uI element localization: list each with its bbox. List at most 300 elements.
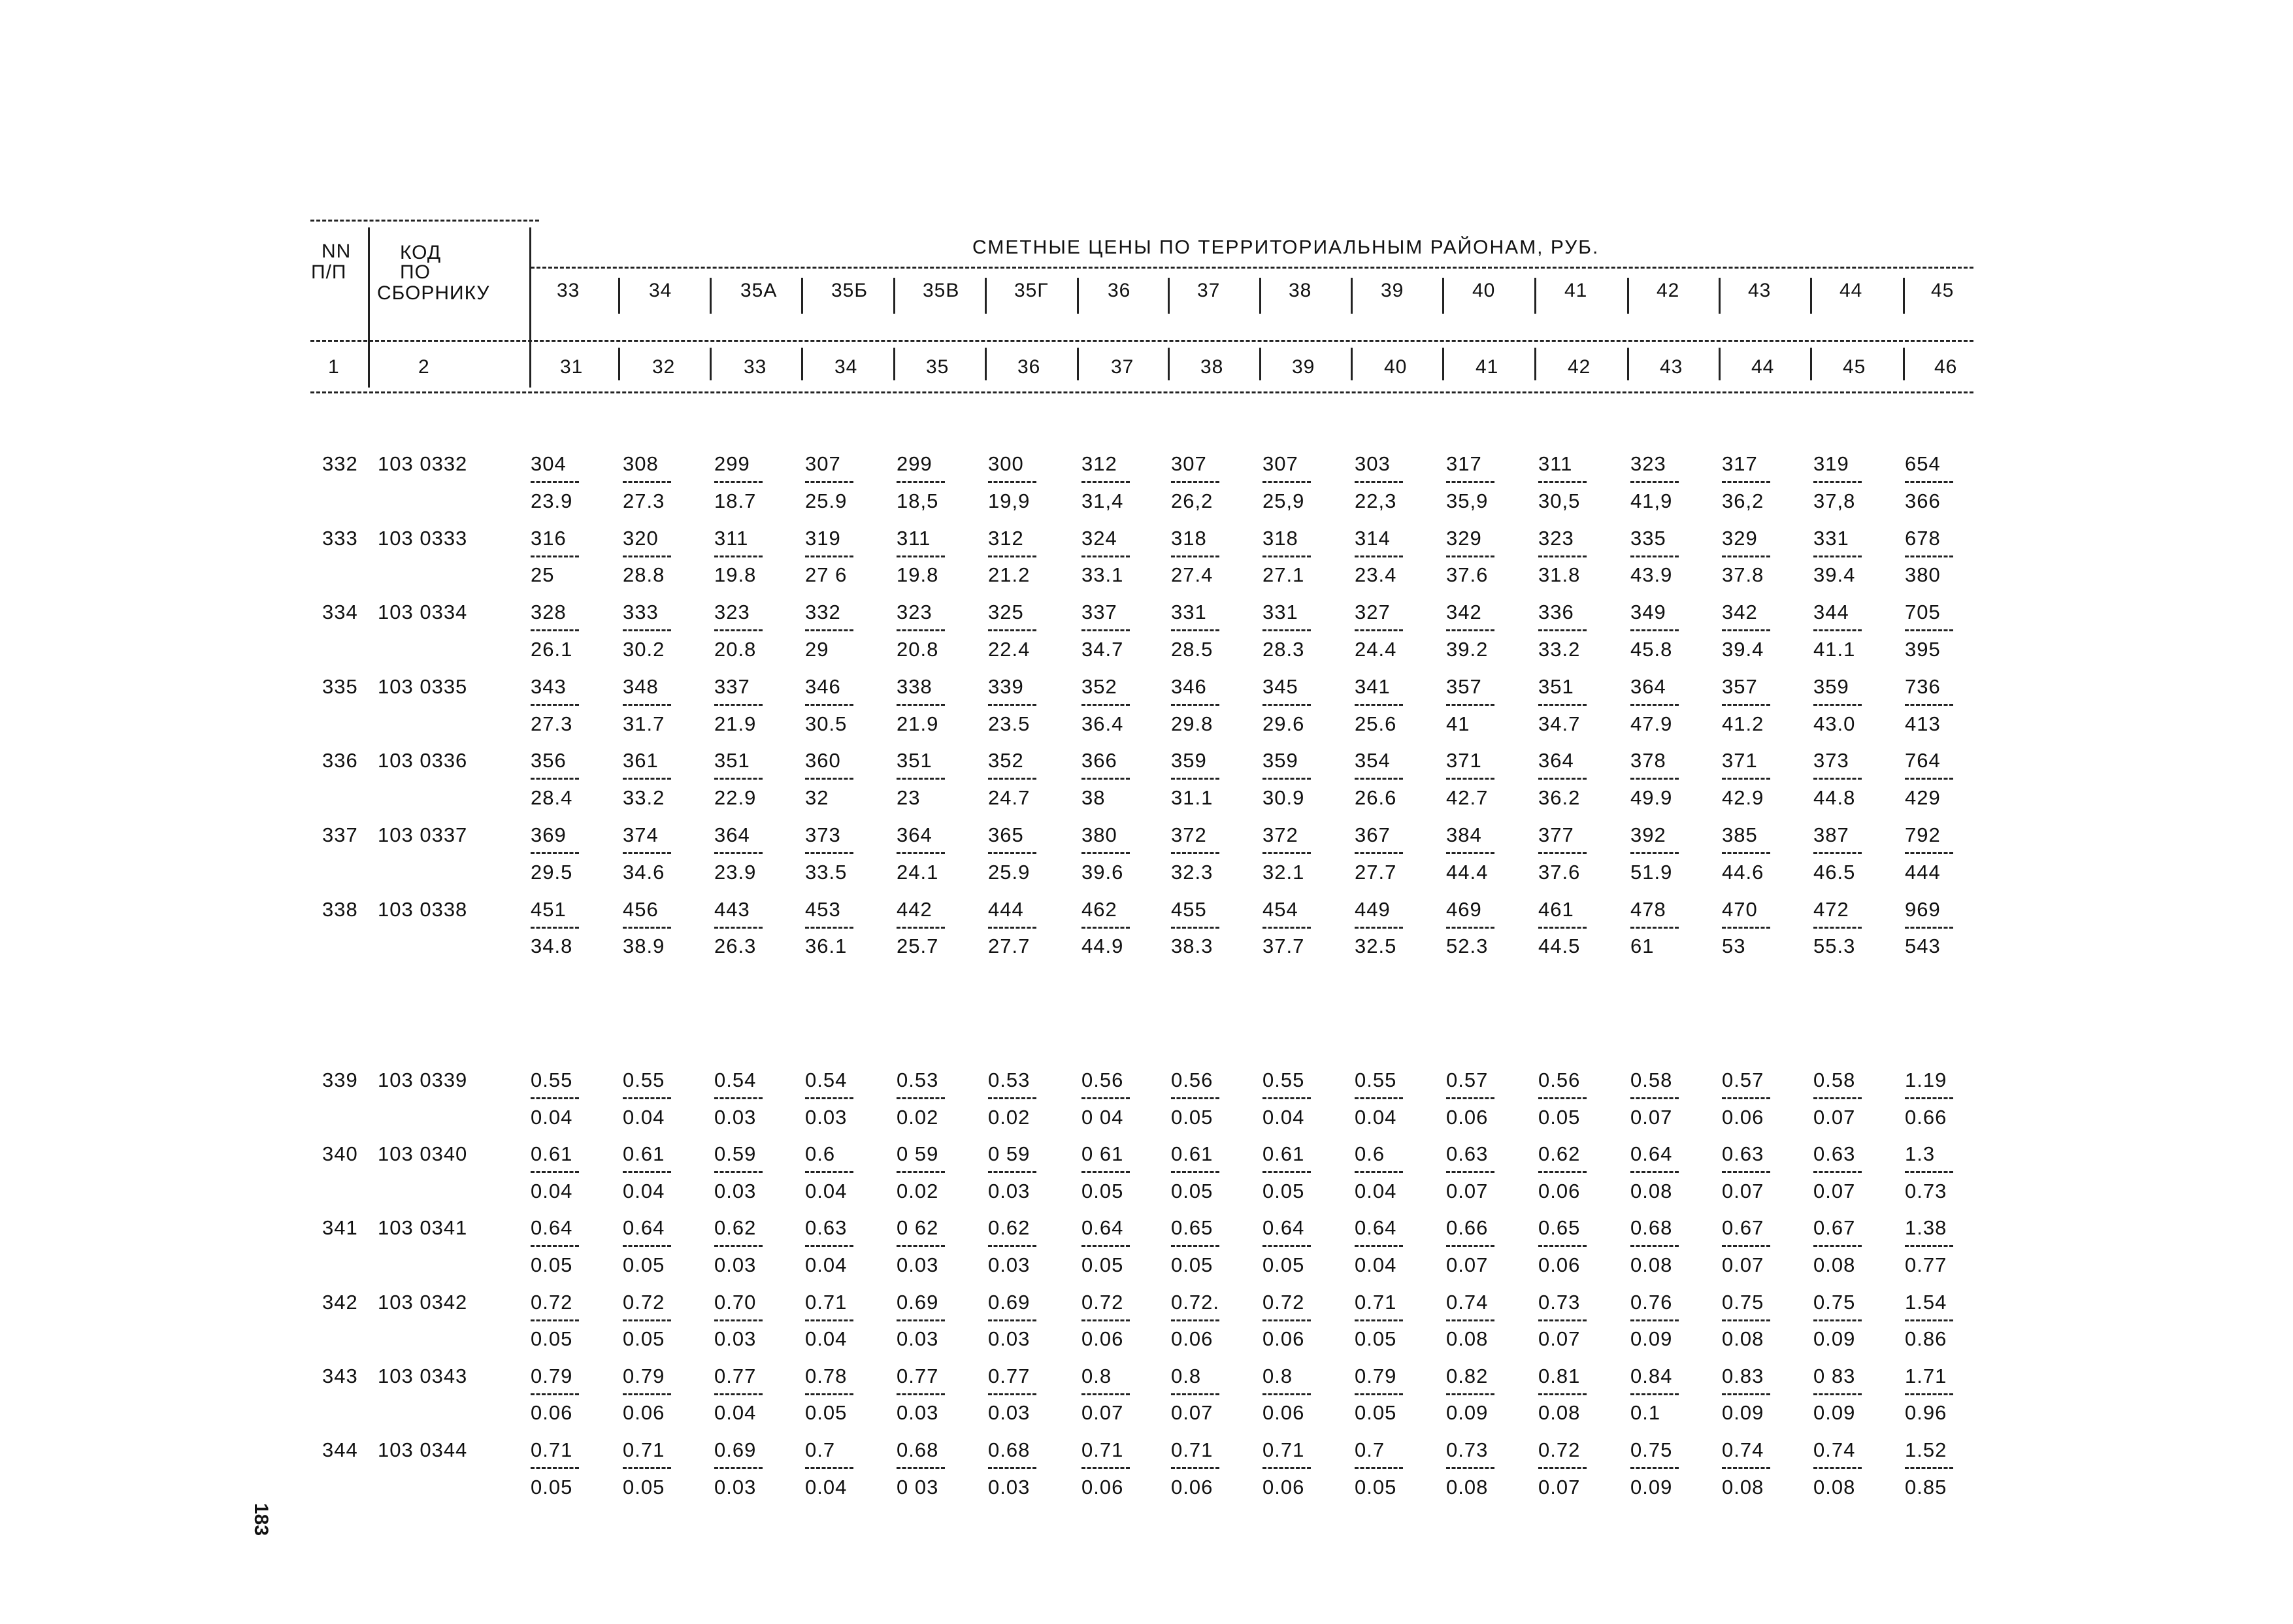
district-header-15: 45 xyxy=(1931,280,1955,301)
fraction-bar xyxy=(1722,704,1770,706)
fraction-bar xyxy=(897,481,945,483)
table-cell: 678 xyxy=(1905,526,1941,550)
row-code: 103 0334 xyxy=(378,601,468,624)
table-cell: 44.5 xyxy=(1538,935,1581,958)
table-cell: 0.08 xyxy=(1722,1327,1764,1351)
table-cell: 0.70 xyxy=(714,1290,757,1314)
table-cell: 0.77 xyxy=(1905,1253,1947,1276)
table-cell: 343 xyxy=(531,674,567,698)
table-cell: 372 xyxy=(1262,823,1298,846)
index-divider xyxy=(893,348,895,380)
table-cell: 0.06 xyxy=(1722,1105,1764,1129)
table-cell: 0.55 xyxy=(531,1069,573,1091)
table-cell: 0.03 xyxy=(805,1105,848,1129)
table-cell: 0.04 xyxy=(1355,1105,1397,1129)
table-title: СМЕТНЫЕ ЦЕНЫ ПО ТЕРРИТОРИАЛЬНЫМ РАЙОНАМ, РУБ. xyxy=(972,237,1600,258)
fraction-bar xyxy=(1538,1097,1587,1099)
fraction-bar xyxy=(1905,852,1953,854)
table-cell: 0.65 xyxy=(1171,1216,1213,1240)
district-divider xyxy=(1719,278,1721,314)
table-cell: 0.71 xyxy=(1262,1438,1305,1461)
table-cell: 332 xyxy=(805,601,841,624)
fraction-bar xyxy=(1722,1245,1770,1247)
fraction-bar xyxy=(531,1319,579,1321)
fraction-bar xyxy=(1446,555,1494,557)
table-cell: 0.8 xyxy=(1262,1364,1293,1387)
fraction-bar xyxy=(1355,1467,1403,1469)
table-cell: 0.04 xyxy=(805,1475,848,1499)
fraction-bar xyxy=(623,629,671,631)
table-cell: 61 xyxy=(1630,935,1655,958)
table-cell: 37.8 xyxy=(1722,563,1764,587)
table-cell: 371 xyxy=(1446,749,1482,772)
table-cell: 32.5 xyxy=(1355,935,1397,958)
table-cell: 331 xyxy=(1813,526,1849,550)
fraction-bar xyxy=(1630,1467,1679,1469)
table-cell: 300 xyxy=(988,452,1024,475)
table-cell: 469 xyxy=(1446,897,1482,921)
fraction-bar xyxy=(1905,1245,1953,1247)
column-index-10: 41 xyxy=(1476,356,1499,378)
table-cell: 33.1 xyxy=(1081,563,1124,587)
table-cell: 25.7 xyxy=(897,935,939,958)
index-divider xyxy=(618,348,620,380)
table-cell: 429 xyxy=(1905,786,1941,810)
fraction-bar xyxy=(1813,1245,1862,1247)
district-header-5: 35Г xyxy=(1014,280,1049,301)
table-cell: 20.8 xyxy=(714,638,757,661)
table-cell: 30.9 xyxy=(1262,786,1305,810)
fraction-bar xyxy=(531,927,579,929)
fraction-bar xyxy=(897,778,945,780)
fraction-bar xyxy=(1355,1393,1403,1395)
table-cell: 312 xyxy=(1081,452,1117,475)
table-cell: 0.05 xyxy=(623,1253,665,1276)
table-cell: 34.6 xyxy=(623,860,665,884)
table-cell: 0.03 xyxy=(988,1253,1031,1276)
column-index-2: 33 xyxy=(744,356,767,378)
table-cell: 395 xyxy=(1905,638,1941,661)
table-cell: 0.05 xyxy=(623,1327,665,1351)
table-cell: 311 xyxy=(1538,452,1573,475)
fraction-bar xyxy=(988,1171,1036,1173)
fraction-bar xyxy=(1171,481,1219,483)
table-cell: 346 xyxy=(1171,674,1207,698)
table-cell: 0.1 xyxy=(1630,1401,1661,1425)
fraction-bar xyxy=(1355,778,1403,780)
table-cell: 31.1 xyxy=(1171,786,1213,810)
fraction-bar xyxy=(1905,778,1953,780)
table-cell: 0.96 xyxy=(1905,1401,1947,1425)
table-cell: 28.3 xyxy=(1262,638,1305,661)
table-cell: 29 xyxy=(805,638,829,661)
table-cell: 0.62 xyxy=(714,1216,757,1240)
table-cell: 336 xyxy=(1538,601,1574,624)
table-cell: 470 xyxy=(1722,897,1758,921)
fraction-bar xyxy=(1446,1393,1494,1395)
table-cell: 299 xyxy=(714,452,750,475)
table-cell: 387 xyxy=(1813,823,1849,846)
fraction-bar xyxy=(1538,927,1587,929)
table-cell: 47.9 xyxy=(1630,712,1673,735)
fraction-bar xyxy=(897,1467,945,1469)
table-cell: 478 xyxy=(1630,897,1666,921)
fraction-bar xyxy=(1813,1171,1862,1173)
table-cell: 1.52 xyxy=(1905,1438,1947,1461)
fraction-bar xyxy=(1905,555,1953,557)
table-cell: 0.04 xyxy=(623,1105,665,1129)
table-cell: 0.07 xyxy=(1813,1105,1856,1129)
row-number: 340 xyxy=(322,1142,358,1166)
table-cell: 0.55 xyxy=(1355,1069,1397,1091)
table-cell: 0.09 xyxy=(1813,1401,1856,1425)
fraction-bar xyxy=(1813,481,1862,483)
table-cell: 0.67 xyxy=(1813,1216,1856,1240)
index-col-1: 1 xyxy=(328,356,340,378)
table-cell: 356 xyxy=(531,749,567,772)
table-cell: 0.72 xyxy=(1081,1290,1124,1314)
fraction-bar xyxy=(1630,1171,1679,1173)
table-cell: 41.2 xyxy=(1722,712,1764,735)
district-divider xyxy=(1627,278,1629,314)
table-cell: 339 xyxy=(988,674,1024,698)
table-cell: 0.7 xyxy=(1355,1438,1385,1461)
table-cell: 26.1 xyxy=(531,638,573,661)
district-header-12: 42 xyxy=(1657,280,1680,301)
table-cell: 30,5 xyxy=(1538,489,1581,512)
table-cell: 364 xyxy=(897,823,932,846)
table-cell: 352 xyxy=(988,749,1024,772)
fraction-bar xyxy=(623,778,671,780)
table-cell: 1.54 xyxy=(1905,1290,1947,1314)
table-cell: 0.06 xyxy=(1538,1179,1581,1202)
table-cell: 0.05 xyxy=(1262,1179,1305,1202)
fraction-bar xyxy=(1262,704,1311,706)
fraction-bar xyxy=(897,1319,945,1321)
table-cell: 380 xyxy=(1081,823,1117,846)
col-nn-sub: П/П xyxy=(311,261,347,283)
table-cell: 41,9 xyxy=(1630,489,1673,512)
table-cell: 33.2 xyxy=(1538,638,1581,661)
table-cell: 385 xyxy=(1722,823,1758,846)
table-cell: 0.08 xyxy=(1813,1253,1856,1276)
table-cell: 357 xyxy=(1722,674,1758,698)
table-cell: 341 xyxy=(1355,674,1391,698)
row-number: 335 xyxy=(322,674,358,698)
fraction-bar xyxy=(714,481,763,483)
table-cell: 0.74 xyxy=(1722,1438,1764,1461)
table-cell: 329 xyxy=(1722,526,1758,550)
fraction-bar xyxy=(1630,629,1679,631)
fraction-bar xyxy=(1905,481,1953,483)
fraction-bar xyxy=(1171,852,1219,854)
table-cell: 0.75 xyxy=(1722,1290,1764,1314)
fraction-bar xyxy=(897,1393,945,1395)
table-cell: 37.6 xyxy=(1538,860,1581,884)
district-header-7: 37 xyxy=(1197,280,1221,301)
fraction-bar xyxy=(1262,1393,1311,1395)
table-cell: 0.03 xyxy=(714,1179,757,1202)
table-cell: 0.66 xyxy=(1905,1105,1947,1129)
title-rule xyxy=(531,267,1973,269)
table-cell: 462 xyxy=(1081,897,1117,921)
table-cell: 736 xyxy=(1905,674,1941,698)
fraction-bar xyxy=(1722,1319,1770,1321)
table-cell: 0.62 xyxy=(988,1216,1031,1240)
table-cell: 449 xyxy=(1355,897,1391,921)
table-cell: 0.09 xyxy=(1813,1327,1856,1351)
fraction-bar xyxy=(1538,1467,1587,1469)
district-divider xyxy=(1903,278,1905,314)
table-cell: 0 61 xyxy=(1081,1142,1124,1166)
fraction-bar xyxy=(1355,852,1403,854)
table-cell: 354 xyxy=(1355,749,1391,772)
table-cell: 43.9 xyxy=(1630,563,1673,587)
fraction-bar xyxy=(1905,1097,1953,1099)
table-cell: 0.02 xyxy=(897,1179,939,1202)
table-cell: 461 xyxy=(1538,897,1574,921)
table-cell: 337 xyxy=(1081,601,1117,624)
table-cell: 35,9 xyxy=(1446,489,1489,512)
table-cell: 342 xyxy=(1446,601,1482,624)
fraction-bar xyxy=(988,1319,1036,1321)
fraction-bar xyxy=(1630,1245,1679,1247)
table-cell: 0.03 xyxy=(714,1253,757,1276)
table-cell: 0.07 xyxy=(1446,1253,1489,1276)
table-cell: 378 xyxy=(1630,749,1666,772)
district-divider xyxy=(985,278,987,314)
table-cell: 0.06 xyxy=(1262,1475,1305,1499)
table-cell: 0.55 xyxy=(1262,1069,1305,1091)
table-cell: 0.03 xyxy=(897,1327,939,1351)
fraction-bar xyxy=(1355,1171,1403,1173)
table-cell: 361 xyxy=(623,749,659,772)
row-code: 103 0338 xyxy=(378,897,468,921)
fraction-bar xyxy=(1538,1171,1587,1173)
row-code: 103 0340 xyxy=(378,1142,468,1166)
table-cell: 0.63 xyxy=(805,1216,848,1240)
table-cell: 0.67 xyxy=(1722,1216,1764,1240)
table-cell: 318 xyxy=(1171,526,1207,550)
table-cell: 444 xyxy=(1905,860,1941,884)
table-cell: 0.04 xyxy=(805,1179,848,1202)
table-cell: 0.05 xyxy=(531,1253,573,1276)
table-cell: 30.2 xyxy=(623,638,665,661)
table-cell: 0.54 xyxy=(805,1069,848,1091)
table-cell: 0.08 xyxy=(1630,1179,1673,1202)
table-cell: 34.7 xyxy=(1538,712,1581,735)
fraction-bar xyxy=(1446,852,1494,854)
table-cell: 44.6 xyxy=(1722,860,1764,884)
fraction-bar xyxy=(1262,555,1311,557)
row-code: 103 0341 xyxy=(378,1216,468,1240)
table-cell: 33.2 xyxy=(623,786,665,810)
fraction-bar xyxy=(1905,704,1953,706)
row-code: 103 0337 xyxy=(378,823,468,846)
table-cell: 0.6 xyxy=(805,1142,836,1166)
table-cell: 0.05 xyxy=(1355,1475,1397,1499)
table-cell: 337 xyxy=(714,674,750,698)
fraction-bar xyxy=(897,1245,945,1247)
table-cell: 23.9 xyxy=(714,860,757,884)
fraction-bar xyxy=(805,1171,853,1173)
table-cell: 0.61 xyxy=(1171,1142,1213,1166)
table-cell: 319 xyxy=(1813,452,1849,475)
fraction-bar xyxy=(1813,778,1862,780)
fraction-bar xyxy=(1905,1171,1953,1173)
fraction-bar xyxy=(1446,1097,1494,1099)
column-index-13: 44 xyxy=(1751,356,1775,378)
table-cell: 41 xyxy=(1446,712,1470,735)
table-cell: 308 xyxy=(623,452,659,475)
table-cell: 52.3 xyxy=(1446,935,1489,958)
district-divider xyxy=(1810,278,1812,314)
table-cell: 23.5 xyxy=(988,712,1031,735)
table-cell: 705 xyxy=(1905,601,1941,624)
row-number: 339 xyxy=(322,1069,358,1091)
table-cell: 0.72 xyxy=(1538,1438,1581,1461)
table-cell: 19.8 xyxy=(897,563,939,587)
table-cell: 0.8 xyxy=(1081,1364,1112,1387)
fraction-bar xyxy=(897,927,945,929)
index-divider xyxy=(1627,348,1629,380)
district-header-0: 33 xyxy=(557,280,580,301)
fraction-bar xyxy=(988,1467,1036,1469)
fraction-bar xyxy=(1446,704,1494,706)
table-cell: 0.64 xyxy=(623,1216,665,1240)
table-cell: 0.07 xyxy=(1446,1179,1489,1202)
table-cell: 0.04 xyxy=(714,1401,757,1425)
fraction-bar xyxy=(1355,629,1403,631)
table-cell: 0.8 xyxy=(1171,1364,1202,1387)
fraction-bar xyxy=(1262,778,1311,780)
table-cell: 0.69 xyxy=(988,1290,1031,1314)
table-cell: 307 xyxy=(1262,452,1298,475)
table-cell: 19.8 xyxy=(714,563,757,587)
table-cell: 0.79 xyxy=(623,1364,665,1387)
fraction-bar xyxy=(623,1467,671,1469)
row-code: 103 0342 xyxy=(378,1290,468,1314)
table-cell: 359 xyxy=(1813,674,1849,698)
fraction-bar xyxy=(623,1245,671,1247)
table-cell: 51.9 xyxy=(1630,860,1673,884)
fraction-bar xyxy=(1446,1171,1494,1173)
page-number: 183 xyxy=(250,1502,272,1536)
fraction-bar xyxy=(805,927,853,929)
table-cell: 351 xyxy=(897,749,932,772)
table-cell: 338 xyxy=(897,674,932,698)
table-cell: 27.1 xyxy=(1262,563,1305,587)
table-cell: 0.77 xyxy=(714,1364,757,1387)
table-cell: 0.05 xyxy=(623,1475,665,1499)
fraction-bar xyxy=(988,852,1036,854)
table-cell: 0.65 xyxy=(1538,1216,1581,1240)
table-cell: 0.07 xyxy=(1171,1401,1213,1425)
col-nn-label: NN xyxy=(322,240,352,262)
column-index-6: 37 xyxy=(1111,356,1134,378)
table-cell: 317 xyxy=(1722,452,1758,475)
fraction-bar xyxy=(714,1467,763,1469)
index-divider xyxy=(801,348,803,380)
table-cell: 323 xyxy=(1538,526,1574,550)
table-cell: 0.73 xyxy=(1446,1438,1489,1461)
fraction-bar xyxy=(1538,778,1587,780)
district-header-6: 36 xyxy=(1108,280,1131,301)
table-cell: 29.8 xyxy=(1171,712,1213,735)
table-cell: 55.3 xyxy=(1813,935,1856,958)
table-cell: 345 xyxy=(1262,674,1298,698)
table-cell: 346 xyxy=(805,674,841,698)
table-cell: 0.72 xyxy=(531,1290,573,1314)
table-cell: 472 xyxy=(1813,897,1849,921)
fraction-bar xyxy=(1446,1467,1494,1469)
fraction-bar xyxy=(1905,1467,1953,1469)
fraction-bar xyxy=(531,1097,579,1099)
table-cell: 0.63 xyxy=(1813,1142,1856,1166)
district-header-3: 35Б xyxy=(831,280,868,301)
fraction-bar xyxy=(805,1467,853,1469)
table-cell: 0.68 xyxy=(1630,1216,1673,1240)
table-cell: 0.07 xyxy=(1538,1475,1581,1499)
table-cell: 317 xyxy=(1446,452,1482,475)
fraction-bar xyxy=(897,555,945,557)
table-cell: 39.4 xyxy=(1722,638,1764,661)
row-number: 341 xyxy=(322,1216,358,1240)
column-index-15: 46 xyxy=(1934,356,1958,378)
table-cell: 39.2 xyxy=(1446,638,1489,661)
column-index-7: 38 xyxy=(1200,356,1224,378)
table-cell: 0.71 xyxy=(1081,1438,1124,1461)
column-index-0: 31 xyxy=(560,356,584,378)
table-cell: 19,9 xyxy=(988,489,1031,512)
table-cell: 0.09 xyxy=(1446,1401,1489,1425)
district-header-11: 41 xyxy=(1564,280,1588,301)
district-header-14: 44 xyxy=(1839,280,1863,301)
fraction-bar xyxy=(1630,704,1679,706)
table-cell: 26,2 xyxy=(1171,489,1213,512)
table-cell: 32.1 xyxy=(1262,860,1305,884)
table-cell: 364 xyxy=(1630,674,1666,698)
table-cell: 0.06 xyxy=(1081,1327,1124,1351)
table-cell: 324 xyxy=(1081,526,1117,550)
table-cell: 311 xyxy=(714,526,749,550)
table-cell: 543 xyxy=(1905,935,1941,958)
table-cell: 0.09 xyxy=(1630,1327,1673,1351)
table-cell: 18.7 xyxy=(714,489,757,512)
table-cell: 359 xyxy=(1171,749,1207,772)
fraction-bar xyxy=(531,852,579,854)
fraction-bar xyxy=(623,1393,671,1395)
column-index-3: 34 xyxy=(834,356,858,378)
table-cell: 37,8 xyxy=(1813,489,1856,512)
fraction-bar xyxy=(714,778,763,780)
fraction-bar xyxy=(805,555,853,557)
table-cell: 969 xyxy=(1905,897,1941,921)
fraction-bar xyxy=(805,704,853,706)
table-cell: 0.03 xyxy=(988,1401,1031,1425)
table-cell: 0.78 xyxy=(805,1364,848,1387)
table-cell: 312 xyxy=(988,526,1024,550)
fraction-bar xyxy=(1446,1245,1494,1247)
fraction-bar xyxy=(1722,1097,1770,1099)
table-cell: 0.07 xyxy=(1813,1179,1856,1202)
table-cell: 348 xyxy=(623,674,659,698)
table-cell: 0.06 xyxy=(1538,1253,1581,1276)
fraction-bar xyxy=(623,927,671,929)
table-cell: 327 xyxy=(1355,601,1391,624)
fraction-bar xyxy=(714,1097,763,1099)
fraction-bar xyxy=(805,778,853,780)
